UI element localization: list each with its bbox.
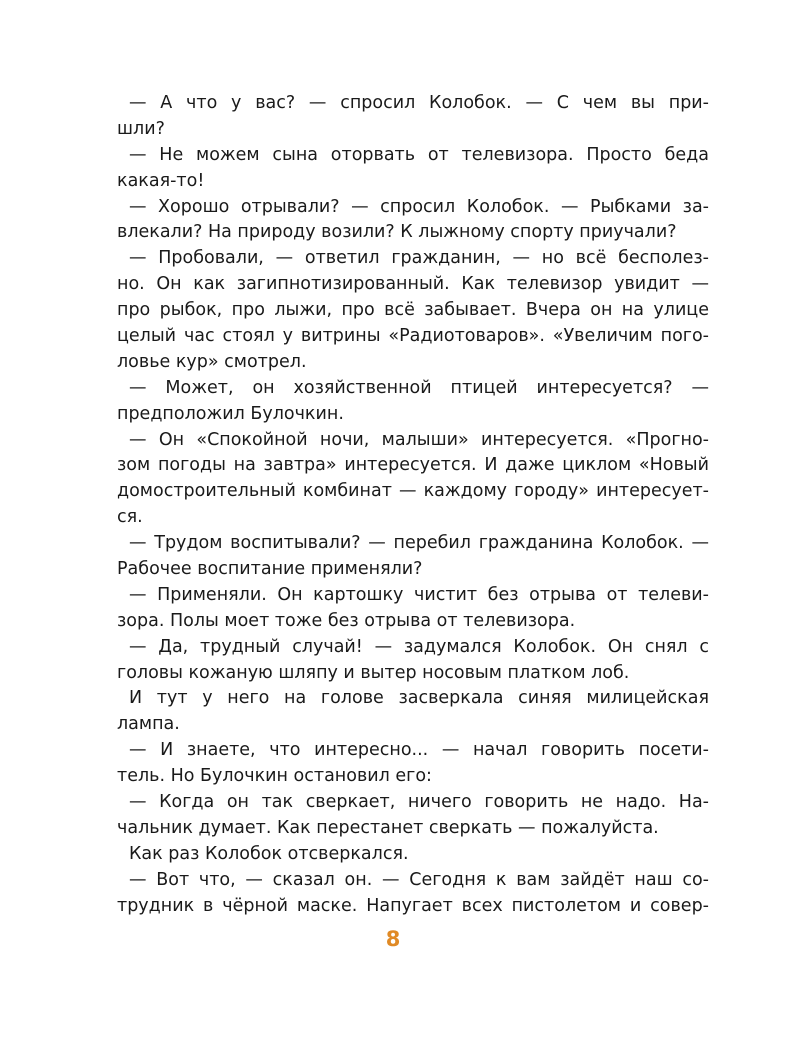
text-line: — Может, он хозяйственной птицей интересуется? — <box>129 377 709 398</box>
text-line: какая-то! <box>117 170 205 191</box>
text-line: зора. Полы моет тоже без отрыва от телевизора. <box>117 610 576 631</box>
text-line: — Применяли. Он картошку чистит без отрыва от телеви- <box>129 584 709 605</box>
text-line: — А что у вас? — спросил Колобок. — С чем вы при- <box>129 93 709 113</box>
text-line: трудник в чёрной маске. Напугает всех пистолетом и совер- <box>117 895 709 916</box>
text-line: — И знаете, что интересно... — начал говорить посети- <box>129 740 709 761</box>
text-line: — Трудом воспитывали? — перебил гражданина Колобок. — <box>129 533 709 554</box>
text-line: Рабочее воспитание применяли? <box>117 559 423 580</box>
text-line: головы кожаную шляпу и вытер носовым платком лоб. <box>117 662 630 683</box>
text-line: но. Он как загипнотизированный. Как телевизор увидит — <box>117 274 709 295</box>
text-line: зом погоды на завтра» интересуется. И даже циклом «Новый <box>117 455 709 476</box>
text-line: — Вот что, — сказал он. — Сегодня к вам зайдёт наш со- <box>129 869 709 890</box>
text-line: шли? <box>117 118 165 139</box>
text-line: — Он «Спокойной ночи, малыши» интересуется. «Прогно- <box>129 429 709 450</box>
paragraph <box>117 531 709 583</box>
text-line: ся. <box>117 507 143 528</box>
text-line: — Да, трудный случай! — задумался Колобок. Он снял с <box>129 636 709 657</box>
text-line: — Хорошо отрывали? — спросил Колобок. — Рыбками за- <box>129 196 709 217</box>
text-line: — Когда он так сверкает, ничего говорить не надо. На- <box>129 792 709 813</box>
paragraph <box>117 635 709 687</box>
text-line: И тут у него на голове засверкала синяя милицейская <box>129 688 709 709</box>
paragraph <box>117 842 709 868</box>
page-number: 8 <box>385 927 401 951</box>
paragraph <box>117 143 709 195</box>
text-line: Как раз Колобок отсверкался. <box>129 843 409 864</box>
paragraph <box>117 868 709 920</box>
paragraph <box>117 91 709 143</box>
paragraph <box>117 790 709 842</box>
text-line: про рыбок, про лыжи, про всё забывает. Вчера он на улице <box>117 300 709 321</box>
paragraph <box>117 583 709 635</box>
text-line: — Не можем сына оторвать от телевизора. Просто беда <box>129 144 709 165</box>
text-line: предположил Булочкин. <box>117 403 344 424</box>
text-line: целый час стоял у витрины «Радиотоваров». «Увеличим пого- <box>117 326 709 347</box>
text-line: лампа. <box>117 714 180 735</box>
paragraph <box>117 738 709 790</box>
paragraph <box>117 428 709 532</box>
paragraph <box>117 195 709 247</box>
text-line: тель. Но Булочкин остановил его: <box>117 766 432 787</box>
text-line: домостроительный комбинат — каждому городу» интересует- <box>117 481 709 502</box>
text-line: влекали? На природу возили? К лыжному спорту приучали? <box>117 222 677 243</box>
paragraph <box>117 246 709 375</box>
text-line: — Пробовали, — ответил гражданин, — но всё бесполез- <box>129 248 709 269</box>
body-text <box>117 91 709 920</box>
text-line: чальник думает. Как перестанет сверкать — пожалуйста. <box>117 817 659 838</box>
paragraph <box>117 686 709 738</box>
text-line: ловье кур» смотрел. <box>117 351 307 372</box>
paragraph <box>117 376 709 428</box>
